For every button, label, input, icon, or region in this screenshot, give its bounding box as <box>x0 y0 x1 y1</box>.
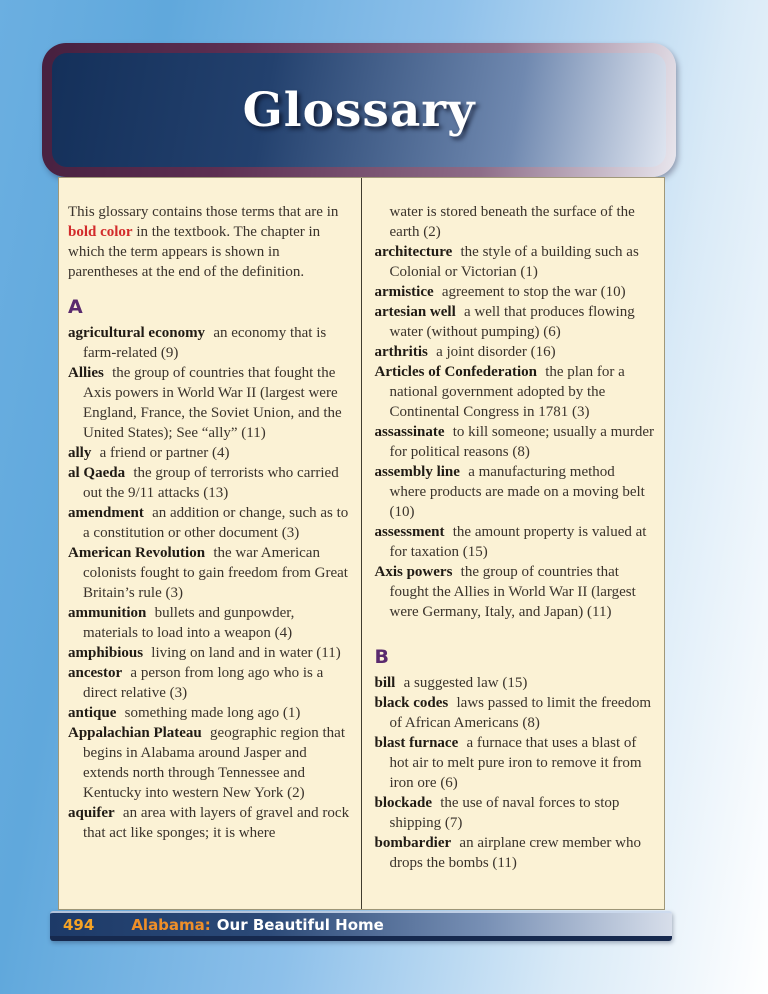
entry-term: American Revolution <box>68 545 206 561</box>
entry-definition: a joint disorder (16) <box>436 344 556 360</box>
book-series-name: Alabama: <box>131 915 211 934</box>
entry-definition: the style of a building such as Colonial or Victorian (1) <box>389 244 639 280</box>
glossary-entry <box>375 422 655 462</box>
entry-definition: an airplane crew member who drops the bombs (11) <box>389 835 642 871</box>
glossary-entry <box>68 463 351 503</box>
entry-term: aquifer <box>68 805 115 821</box>
entry-term: Allies <box>68 365 104 381</box>
entry-term: black codes <box>374 695 449 711</box>
intro-paragraph <box>68 202 351 282</box>
section-heading-a: A <box>68 296 83 318</box>
entry-definition: the plan for a national government adopted by the Continental Congress in 1781 (3) <box>389 364 625 420</box>
entry-term: artesian well <box>374 304 456 320</box>
glossary-entry <box>375 793 655 833</box>
entry-term: assassinate <box>374 424 445 440</box>
entry-definition: an addition or change, such as to a constitution or other document (3) <box>83 505 349 541</box>
entry-definition: the group of countries that fought the Allies in World War II (largest were Germany, Italy, and Japan) (11) <box>389 564 636 620</box>
entry-definition: a person from long ago who is a direct relative (3) <box>83 665 324 701</box>
left-column <box>59 178 362 909</box>
entry-definition: the war American colonists fought to gain freedom from Great Britain’s rule (3) <box>83 545 348 601</box>
entry-term: blockade <box>374 795 433 811</box>
entry-definition: agreement to stop the war (10) <box>441 284 626 300</box>
section-heading-b: B <box>374 646 389 668</box>
glossary-entry <box>68 363 351 443</box>
right-column <box>362 178 665 909</box>
glossary-banner <box>42 43 676 177</box>
entries-list-a-right <box>375 242 655 622</box>
entry-definition: the group of countries that fought the Axis powers in World War II (largest were England, France, the Soviet Union, and the United States); See “ally” (11) <box>83 365 342 441</box>
glossary-entry <box>375 342 655 362</box>
glossary-entry <box>68 703 351 723</box>
entry-term: amendment <box>68 505 144 521</box>
glossary-entry <box>375 833 655 873</box>
entry-definition: a well that produces flowing water (without pumping) (6) <box>389 304 635 340</box>
glossary-entry <box>375 462 655 522</box>
entry-term: bill <box>374 675 396 691</box>
entry-definition: laws passed to limit the freedom of African Americans (8) <box>389 695 652 731</box>
entry-term: ally <box>68 445 92 461</box>
page-number: 494 <box>63 915 95 934</box>
entry-definition: living on land and in water (11) <box>151 645 341 661</box>
entry-definition: a friend or partner (4) <box>99 445 230 461</box>
glossary-entry <box>68 503 351 543</box>
footer-bar <box>50 911 672 941</box>
entry-term: Articles of Confederation <box>374 364 537 380</box>
entry-definition: a manufacturing method where products are made on a moving belt (10) <box>389 464 645 520</box>
entry-term: bombardier <box>374 835 452 851</box>
entry-term: assessment <box>374 524 445 540</box>
entries-list-b <box>375 673 655 873</box>
entry-definition: the use of naval forces to stop shipping (7) <box>389 795 620 831</box>
entry-definition: to kill someone; usually a murder for political reasons (8) <box>389 424 654 460</box>
glossary-entry <box>375 362 655 422</box>
page-title: Glossary <box>242 82 476 138</box>
entry-term: amphibious <box>68 645 144 661</box>
glossary-content-panel <box>58 177 665 910</box>
entry-term: agricultural economy <box>68 325 206 341</box>
glossary-entry <box>375 733 655 793</box>
entry-term: assembly line <box>374 464 460 480</box>
glossary-entry <box>375 562 655 622</box>
glossary-entry <box>68 643 351 663</box>
entry-definition: geographic region that begins in Alabama around Jasper and extends north through Tennessee and Kentucky into western New York (2) <box>83 725 345 801</box>
glossary-entry <box>68 323 351 363</box>
glossary-entry <box>375 673 655 693</box>
entry-term: arthritis <box>374 344 428 360</box>
book-title-rest: Our Beautiful Home <box>216 915 384 934</box>
glossary-entry <box>375 522 655 562</box>
entry-definition: bullets and gunpowder, materials to load into a weapon (4) <box>83 605 295 641</box>
entry-term: architecture <box>374 244 453 260</box>
glossary-entry <box>68 543 351 603</box>
glossary-entry <box>68 803 351 843</box>
entry-definition: an economy that is farm-related (9) <box>83 325 327 361</box>
entry-term: Appalachian Plateau <box>68 725 202 741</box>
entry-definition: an area with layers of gravel and rock that act like sponges; it is where <box>83 805 350 841</box>
intro-text-before: This glossary contains those terms that are in <box>68 204 339 220</box>
entries-list-a-left <box>68 323 351 843</box>
entry-term: Axis powers <box>374 564 453 580</box>
entry-term: blast furnace <box>374 735 459 751</box>
glossary-entry <box>375 693 655 733</box>
glossary-entry <box>68 443 351 463</box>
entry-definition: something made long ago (1) <box>124 705 301 721</box>
intro-highlight: bold color <box>68 224 133 240</box>
entry-definition: the group of terrorists who carried out the 9/11 attacks (13) <box>83 465 339 501</box>
entry-definition: a furnace that uses a blast of hot air to melt pure iron to remove it from iron ore (6) <box>389 735 642 791</box>
entry-continuation-aquifer: water is stored beneath the surface of the earth (2) <box>389 204 635 240</box>
entry-term: ancestor <box>68 665 123 681</box>
glossary-entry <box>68 723 351 803</box>
entry-definition: the amount property is valued at for taxation (15) <box>389 524 647 560</box>
entry-definition: a suggested law (15) <box>403 675 528 691</box>
intro-text-after: in the textbook. The chapter in which the term appears is shown in parentheses at the end of the definition. <box>68 224 321 280</box>
entry-term: al Qaeda <box>68 465 126 481</box>
banner-inner-panel <box>52 53 666 167</box>
glossary-entry <box>68 663 351 703</box>
glossary-entry <box>375 282 655 302</box>
entry-term: armistice <box>374 284 434 300</box>
glossary-entry <box>375 242 655 282</box>
glossary-entry <box>375 302 655 342</box>
entry-term: antique <box>68 705 117 721</box>
glossary-entry <box>68 603 351 643</box>
book-title <box>131 916 383 934</box>
entry-term: ammunition <box>68 605 147 621</box>
